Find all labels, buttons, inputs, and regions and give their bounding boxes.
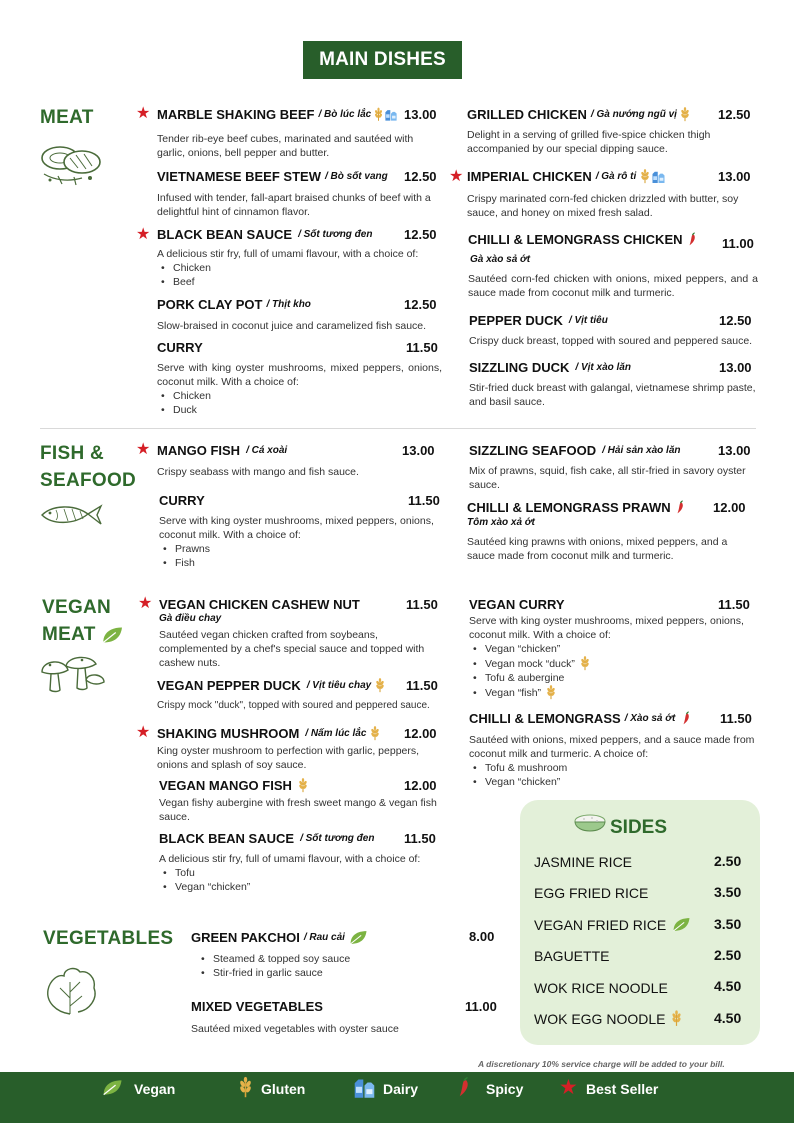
option-item: • Prawns bbox=[159, 542, 210, 556]
dish-vietnamese-name: / Hải sản xào lăn bbox=[602, 445, 681, 456]
dish-vietnamese-name: / Nấm lúc lắc bbox=[305, 728, 367, 739]
side-item-price: 3.50 bbox=[714, 884, 742, 900]
dish-description: Crispy mock "duck", topped with soured and peppered sauce. bbox=[157, 700, 430, 711]
dairy-icon bbox=[384, 108, 398, 122]
menu-item-curry[interactable] bbox=[157, 340, 203, 355]
side-item-name: VEGAN FRIED RICE bbox=[534, 916, 667, 933]
dish-description: Sautéed with onions, mixed peppers, and a sauce made from coconut milk and turmeric. A choice of: bbox=[469, 734, 755, 760]
dish-price: 8.00 bbox=[469, 929, 495, 944]
dish-description: Serve with king oyster mushrooms, mixed peppers, onions, coconut milk. With a choice of: bbox=[159, 515, 434, 541]
dish-description: Delight in a serving of grilled five-spice chicken thigh accompanied by our special dipping sauce. bbox=[467, 129, 711, 155]
menu-item-vegan-chilli-lemongrass[interactable] bbox=[469, 711, 691, 726]
side-item-price: 4.50 bbox=[714, 1010, 742, 1026]
dish-description: Vegan fishy aubergine with fresh sweet mango & vegan fish sauce. bbox=[159, 797, 437, 823]
dairy-icon bbox=[651, 170, 666, 184]
dish-vietnamese-name: / Vịt xào lăn bbox=[575, 362, 631, 373]
dish-price: 12.50 bbox=[404, 227, 437, 242]
option-item: • Tofu bbox=[159, 866, 250, 880]
section-title-line: MEAT bbox=[42, 624, 96, 645]
best-seller-star-icon: ★ bbox=[559, 1076, 578, 1099]
dish-name: VIETNAMESE BEEF STEW bbox=[157, 169, 321, 184]
dish-description: Serve with king oyster mushrooms, mixed peppers, onions, coconut milk. With a choice of: bbox=[157, 362, 442, 388]
gluten-icon bbox=[639, 169, 651, 184]
dish-options bbox=[469, 761, 567, 789]
dish-price: 13.00 bbox=[719, 360, 752, 375]
dish-price: 11.50 bbox=[720, 711, 752, 726]
side-item-vegan-fried-rice[interactable] bbox=[534, 916, 691, 933]
section-vegetables-title: VEGETABLES bbox=[43, 928, 174, 949]
dish-price: 11.50 bbox=[406, 597, 438, 612]
dish-name: MANGO FISH bbox=[157, 443, 241, 458]
gluten-icon bbox=[237, 1076, 254, 1099]
gluten-icon bbox=[369, 726, 381, 741]
side-item-wok-egg-noodle[interactable] bbox=[534, 1010, 683, 1027]
option-item: • Chicken bbox=[157, 389, 211, 403]
rice-bowl-icon bbox=[572, 810, 608, 840]
dish-name: PEPPER DUCK bbox=[469, 313, 563, 328]
option-item: • Vegan “chicken” bbox=[469, 642, 591, 656]
gluten-icon bbox=[297, 778, 309, 793]
dish-price: 12.00 bbox=[404, 778, 437, 793]
dish-name: GREEN PAKCHOI bbox=[191, 930, 300, 945]
lettuce-illustration-icon bbox=[42, 962, 100, 1018]
side-item-name[interactable]: WOK RICE NOODLE bbox=[534, 980, 668, 996]
sides-title: SIDES bbox=[610, 817, 668, 838]
dish-vietnamese-name: / Gà nướng ngũ vị bbox=[590, 109, 677, 120]
option-item: • Chicken bbox=[157, 261, 211, 275]
dish-name: VEGAN MANGO FISH bbox=[159, 778, 292, 793]
dish-name: VEGAN CHICKEN CASHEW NUT bbox=[159, 597, 360, 612]
menu-item-sizzling-duck[interactable] bbox=[469, 360, 631, 375]
spicy-icon bbox=[675, 500, 685, 515]
dish-name: MIXED VEGETABLES bbox=[191, 999, 323, 1014]
dish-name: VEGAN CURRY bbox=[469, 597, 565, 612]
option-item: • Fish bbox=[159, 556, 210, 570]
menu-item-vegan-chicken-cashew-nut[interactable] bbox=[159, 597, 360, 612]
dish-name: IMPERIAL CHICKEN bbox=[467, 169, 592, 184]
menu-item-pepper-duck[interactable] bbox=[469, 313, 608, 328]
dish-name: PORK CLAY POT bbox=[157, 297, 263, 312]
side-item-name[interactable]: BAGUETTE bbox=[534, 948, 610, 964]
side-item-name[interactable]: EGG FRIED RICE bbox=[534, 885, 649, 901]
legend-vegan-label: Vegan bbox=[134, 1081, 176, 1097]
dish-name: CHILLI & LEMONGRASS PRAWN bbox=[467, 500, 671, 515]
gluten-icon bbox=[670, 1010, 683, 1027]
dish-price: 13.00 bbox=[718, 169, 751, 184]
menu-item-seafood-curry[interactable] bbox=[159, 493, 205, 508]
dish-price: 11.50 bbox=[408, 493, 440, 508]
dish-vietnamese-name: / Sốt tương đen bbox=[300, 833, 375, 844]
gluten-icon bbox=[374, 678, 386, 693]
dish-price: 12.00 bbox=[404, 726, 437, 741]
menu-item-pork-clay-pot[interactable] bbox=[157, 297, 311, 312]
spicy-icon bbox=[681, 711, 691, 726]
best-seller-star-icon: ★ bbox=[138, 595, 153, 612]
best-seller-star-icon: ★ bbox=[136, 724, 151, 741]
dish-description: Slow-braised in coconut juice and caramelized fish sauce. bbox=[157, 320, 427, 332]
dish-price: 11.50 bbox=[404, 831, 436, 846]
option-item: • Vegan “chicken” bbox=[159, 880, 250, 894]
dish-name: VEGAN PEPPER DUCK bbox=[157, 678, 301, 693]
dish-options bbox=[157, 389, 211, 417]
dish-price: 12.50 bbox=[718, 107, 751, 122]
vegan-leaf-icon bbox=[100, 625, 124, 645]
menu-item-grilled-chicken[interactable] bbox=[467, 107, 691, 122]
dish-options bbox=[197, 952, 350, 980]
menu-item-vegan-curry[interactable] bbox=[469, 597, 565, 612]
side-item-name[interactable]: JASMINE RICE bbox=[534, 854, 633, 870]
dish-description: Crispy duck breast, topped with soured and peppered sauce. bbox=[469, 335, 753, 347]
dish-description: A delicious stir fry, full of umami flavour, with a choice of: bbox=[159, 853, 421, 865]
menu-item-black-bean-sauce[interactable] bbox=[157, 227, 372, 242]
gluten-icon bbox=[545, 685, 557, 700]
side-item-price: 3.50 bbox=[714, 916, 742, 932]
best-seller-star-icon: ★ bbox=[136, 441, 151, 458]
dish-name: MARBLE SHAKING BEEF bbox=[157, 107, 315, 122]
option-item: • Stir-fried in garlic sauce bbox=[197, 966, 350, 980]
option-label: • Vegan “fish” bbox=[485, 686, 542, 699]
section-fish-title bbox=[40, 440, 136, 494]
spicy-icon bbox=[456, 1076, 471, 1099]
dish-price: 13.00 bbox=[402, 443, 435, 458]
menu-item-chilli-lemongrass-chicken[interactable] bbox=[468, 232, 697, 247]
legend-dairy-label: Dairy bbox=[383, 1081, 419, 1097]
dish-description: Sautéed king prawns with onions, mixed peppers, and a sauce made from coconut milk and turmeric. bbox=[467, 536, 728, 562]
dish-name: SIZZLING SEAFOOD bbox=[469, 443, 597, 458]
option-item: • Tofu & mushroom bbox=[469, 761, 567, 775]
dish-name: CURRY bbox=[157, 340, 203, 355]
dish-options bbox=[469, 642, 591, 700]
dish-description: Sautéed mixed vegetables with oyster sauce bbox=[191, 1023, 399, 1035]
dish-vietnamese-name: / Xào sả ớt bbox=[624, 713, 676, 724]
dish-price: 12.50 bbox=[404, 297, 437, 312]
menu-item-vietnamese-beef-stew[interactable] bbox=[157, 169, 388, 184]
menu-item-green-pakchoi[interactable] bbox=[191, 929, 368, 946]
dish-options bbox=[159, 866, 250, 894]
gluten-icon bbox=[579, 656, 591, 671]
vegan-leaf-icon bbox=[101, 1078, 123, 1097]
side-item-price: 2.50 bbox=[714, 853, 742, 869]
dish-price: 11.00 bbox=[465, 999, 497, 1014]
dish-price: 12.50 bbox=[404, 169, 437, 184]
fish-illustration-icon bbox=[38, 502, 104, 528]
section-divider bbox=[40, 428, 756, 429]
option-item: • Tofu & aubergine bbox=[469, 671, 591, 685]
dish-price: 12.50 bbox=[719, 313, 752, 328]
dish-description: Tender rib-eye beef cubes, marinated and sautéed with garlic, onions, bell pepper and butter. bbox=[157, 133, 414, 159]
menu-item-vegan-pepper-duck[interactable] bbox=[157, 678, 386, 693]
legend-spicy-label: Spicy bbox=[486, 1081, 524, 1097]
dish-description: A delicious stir fry, full of umami flavour, with a choice of: bbox=[157, 248, 419, 260]
legend-gluten-label: Gluten bbox=[261, 1081, 306, 1097]
dish-vietnamese-name: / Vịt tiêu chay bbox=[306, 680, 372, 691]
dish-description: Mix of prawns, squid, fish cake, all stir-fried in savory oyster sauce. bbox=[469, 465, 746, 491]
dish-name: BLACK BEAN SAUCE bbox=[159, 831, 295, 846]
section-title-line: VEGAN bbox=[42, 597, 112, 618]
dish-description: Crispy seabass with mango and fish sauce. bbox=[157, 466, 359, 478]
dish-vietnamese-name: / Sốt tương đen bbox=[298, 229, 373, 240]
side-item-price: 4.50 bbox=[714, 978, 742, 994]
option-item: • Steamed & topped soy sauce bbox=[197, 952, 350, 966]
dish-vietnamese-name: / Thịt kho bbox=[266, 299, 311, 310]
vegan-leaf-icon bbox=[671, 916, 691, 933]
best-seller-star-icon: ★ bbox=[449, 168, 464, 185]
menu-item-mixed-vegetables[interactable] bbox=[191, 999, 323, 1014]
dish-description: Sautéed corn-fed chicken with onions, mixed peppers, and a sauce made from coconut milk and turmeric. bbox=[468, 273, 758, 299]
dairy-icon bbox=[352, 1077, 377, 1099]
dish-description: Infused with tender, fall-apart braised chunks of beef with a delightful hint of cinnamon flavor. bbox=[157, 192, 431, 218]
steak-illustration-icon bbox=[38, 140, 104, 188]
option-label: • Vegan mock “duck” bbox=[485, 657, 575, 670]
spicy-icon bbox=[687, 232, 697, 247]
dish-vietnamese-name: / Rau cải bbox=[303, 932, 345, 943]
best-seller-star-icon: ★ bbox=[136, 105, 151, 122]
dish-name: CHILLI & LEMONGRASS bbox=[469, 711, 621, 726]
dish-options bbox=[159, 542, 210, 570]
option-item bbox=[469, 656, 591, 671]
dish-name: SHAKING MUSHROOM bbox=[157, 726, 300, 741]
dish-name: GRILLED CHICKEN bbox=[467, 107, 587, 122]
menu-item-mango-fish[interactable] bbox=[157, 443, 287, 458]
best-seller-star-icon: ★ bbox=[136, 226, 151, 243]
dish-name: SIZZLING DUCK bbox=[469, 360, 570, 375]
legend-best-seller-label: Best Seller bbox=[586, 1081, 659, 1097]
dish-vietnamese-name: / Vịt tiêu bbox=[568, 315, 608, 326]
option-item: • Beef bbox=[157, 275, 211, 289]
dish-price: 13.00 bbox=[718, 443, 751, 458]
menu-item-sizzling-seafood[interactable] bbox=[469, 443, 681, 458]
dish-vietnamese-name: Gà điều chay bbox=[159, 613, 222, 624]
menu-item-vegan-mango-fish[interactable] bbox=[159, 778, 309, 793]
menu-item-imperial-chicken[interactable] bbox=[467, 169, 666, 184]
dish-vietnamese-name: / Bò lúc lắc bbox=[318, 109, 372, 120]
dish-description: Stir-fried duck breast with galangal, vietnamese shrimp paste, and basil sauce. bbox=[469, 382, 756, 408]
dish-vietnamese-name: / Bò sốt vang bbox=[324, 171, 388, 182]
section-title-line: FISH & bbox=[40, 443, 105, 464]
menu-item-marble-shaking-beef[interactable] bbox=[157, 107, 398, 122]
menu-item-shaking-mushroom[interactable] bbox=[157, 726, 381, 741]
option-item: • Vegan “chicken” bbox=[469, 775, 567, 789]
dish-options bbox=[157, 261, 211, 289]
dish-vietnamese-name: Tôm xào xả ớt bbox=[467, 517, 535, 528]
side-item-name: WOK EGG NOODLE bbox=[534, 1010, 666, 1027]
service-charge-note: A discretionary 10% service charge will be added to your bill. bbox=[478, 1059, 725, 1069]
page-title: MAIN DISHES bbox=[303, 41, 462, 79]
dish-price: 12.00 bbox=[713, 500, 746, 515]
vegan-leaf-icon bbox=[348, 929, 368, 946]
dish-vietnamese-name: / Gà rô ti bbox=[595, 171, 637, 182]
dish-vietnamese-name: Gà xào sả ớt bbox=[470, 254, 531, 265]
menu-item-chilli-lemongrass-prawn[interactable] bbox=[467, 500, 685, 515]
dish-name: CHILLI & LEMONGRASS CHICKEN bbox=[468, 232, 683, 247]
dish-name: CURRY bbox=[159, 493, 205, 508]
dish-price: 11.00 bbox=[722, 236, 754, 251]
side-item-price: 2.50 bbox=[714, 947, 742, 963]
gluten-icon bbox=[679, 107, 691, 122]
dish-price: 11.50 bbox=[718, 597, 750, 612]
section-title-line: SEAFOOD bbox=[40, 470, 137, 491]
menu-item-vegan-black-bean-sauce[interactable] bbox=[159, 831, 374, 846]
dish-description: Crispy marinated corn-fed chicken drizzled with butter, soy sauce, and honey on mixed fresh salad. bbox=[467, 193, 739, 219]
dish-description: Sautéed vegan chicken crafted from soybeans, complemented by a chef's special sauce and topped with cashew nuts. bbox=[159, 629, 425, 669]
gluten-icon bbox=[373, 107, 384, 122]
dish-price: 11.50 bbox=[406, 678, 438, 693]
dish-description: King oyster mushroom to perfection with garlic, peppers, onions and splash of soy sauce. bbox=[157, 745, 420, 771]
dish-description: Serve with king oyster mushrooms, mixed peppers, onions, coconut milk. With a choice of: bbox=[469, 615, 744, 641]
dish-name: BLACK BEAN SAUCE bbox=[157, 227, 293, 242]
section-meat-title: MEAT bbox=[40, 107, 94, 128]
option-item: • Duck bbox=[157, 403, 211, 417]
dish-price: 13.00 bbox=[404, 107, 437, 122]
dish-price: 11.50 bbox=[406, 340, 438, 355]
option-item bbox=[469, 685, 591, 700]
dish-vietnamese-name: / Cá xoài bbox=[246, 445, 288, 456]
mushroom-illustration-icon bbox=[38, 654, 106, 696]
section-vegan-title bbox=[42, 594, 124, 648]
